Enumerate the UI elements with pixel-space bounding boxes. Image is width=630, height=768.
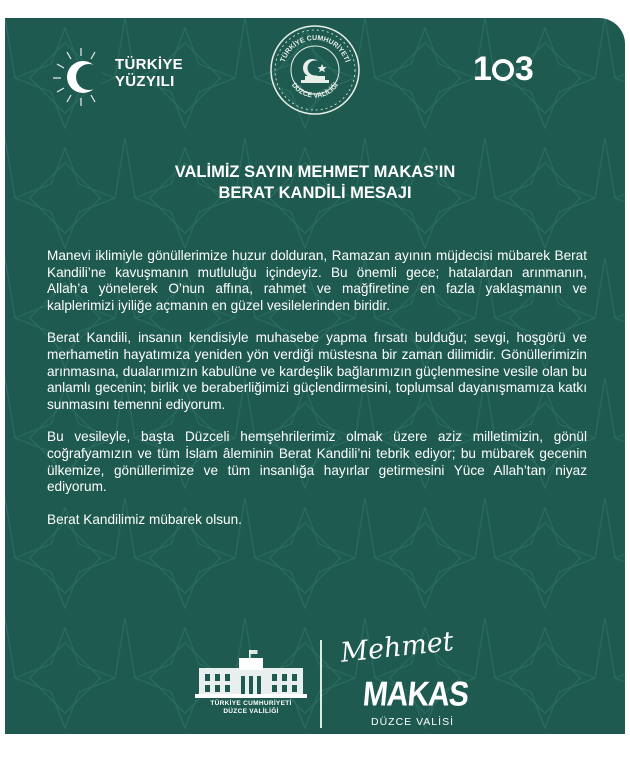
- crescent-rays-icon: [49, 44, 113, 108]
- paragraph-3: Bu vesileyle, başta Düzceli hemşehrilerimiz olmak üzere aziz milletimizin, gönül coğrafyamızın ve tüm İslam âleminin Berat Kandili’ni tebrik ediyor; bu mübarek gecenin ülkemize, gönüllerimize ve tüm insanlığa hayırlar getirmesini Yüce Allah’tan niyaz ediyorum.: [47, 429, 587, 495]
- building-caption-line2: DÜZCE VALİLİĞİ: [223, 708, 279, 715]
- seal-bottom-text: DÜZCE VALİLİĞİ: [289, 81, 341, 100]
- paragraph-1: Manevi iklimiyle gönüllerimize huzur dolduran, Ramazan ayının müjdecisi mübarek Berat Kandili’ne kavuşmanın mutluluğu içindeyiz. Bu önemli gece; hatalardan arınmanın, Allah’a yönelerek O’nun affına, rahmet ve mağfiretine en fazla yaklaşmanın ve kalplerimizi iyiliğe açmanın en güzel vesilelerinden biridir.: [47, 248, 587, 313]
- title-line1: VALİMİZ SAYIN MEHMET MAKAS’IN: [174, 163, 456, 181]
- anniversary-103-logo: [473, 50, 533, 89]
- signature-first-name: Mehmet: [339, 626, 456, 669]
- valilik-building-logo: [191, 648, 311, 720]
- wordmark-line1: TÜRKİYE: [115, 56, 183, 73]
- paragraph-4: Berat Kandilimiz mübarek olsun.: [47, 511, 242, 527]
- turkiye-yuzyili-logo: [49, 40, 209, 110]
- message-body: [47, 248, 587, 544]
- seal-top-text: TÜRKİYE CUMHURİYETİ: [279, 34, 351, 64]
- signature-role: DÜZCE VALİSİ: [371, 716, 454, 728]
- footer-divider: [320, 640, 322, 728]
- building-icon: [191, 648, 311, 700]
- anniversary-digit-right: 3: [514, 50, 533, 88]
- crescent-star-icon: [303, 59, 327, 77]
- anniversary-digit-left: 1: [473, 50, 491, 88]
- anniversary-ring-icon: [492, 59, 514, 81]
- governor-signature: [335, 626, 475, 732]
- message-card: [5, 18, 625, 734]
- message-title: [5, 162, 625, 204]
- signature-last-name: MAKAS: [361, 675, 470, 714]
- title-line2: BERAT KANDİLİ MESAJI: [218, 184, 412, 202]
- paragraph-2: Berat Kandili, insanın kendisiyle muhasebe yapma fırsatı bulduğu; sevgi, hoşgörü ve merhametin hayatımıza yeniden yön verdiği müstesna bir zaman dilimidir. Gönüllerimizin arınmasına, dualarımızın kabulüne ve kardeşlik bağlarımızın güçlenmesine vesile olan bu anlamlı gecenin; birlik ve beraberliğimizi güçlendirmesini, toplumsal dayanışmamıza katkı sunmasını temenni ediyorum.: [47, 330, 587, 412]
- turkiye-yuzyili-wordmark: [115, 56, 183, 90]
- wordmark-line2: YÜZYILI: [115, 73, 175, 90]
- building-caption: [191, 700, 311, 716]
- building-caption-line1: TÜRKİYE CUMHURİYETİ: [210, 700, 292, 707]
- duzce-valiligi-seal: [267, 22, 363, 118]
